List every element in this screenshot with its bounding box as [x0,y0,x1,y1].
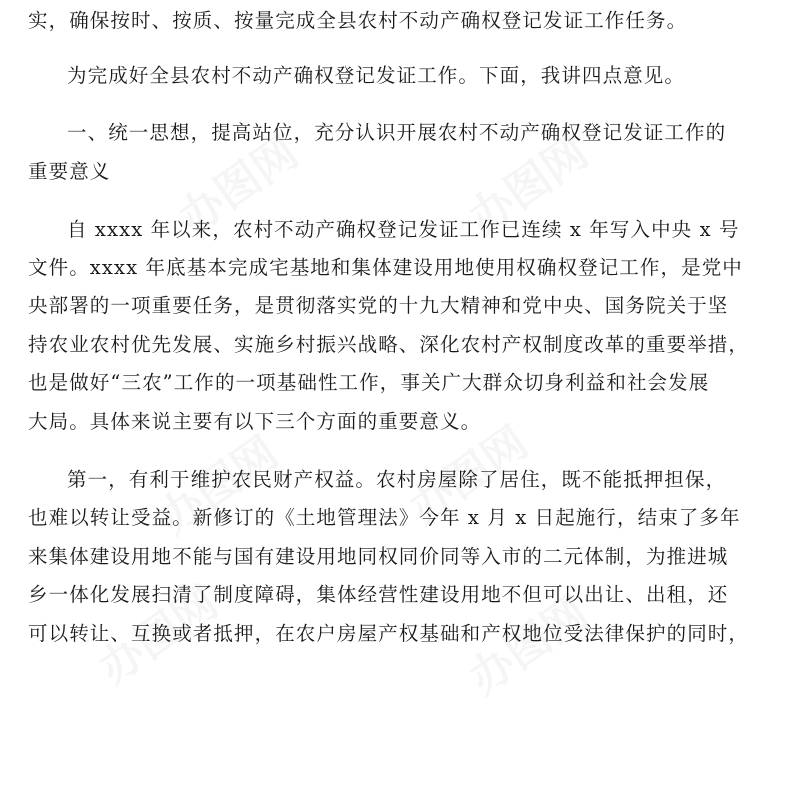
body-text-line: 持农业农村优先发展、实施乡村振兴战略、深化农村产权制度改革的重要举措， [28,333,750,356]
body-text-line: 为完成好全县农村不动产确权登记发证工作。下面，我讲四点意见。 [67,64,686,87]
body-text-line: 自 xxxx 年以来，农村不动产确权登记发证工作已连续 x 年写入中央 x 号 [67,218,740,241]
body-text-line: 第一，有利于维护农民财产权益。农村房屋除了居住，既不能抵押担保， [67,468,727,491]
body-text-line: 央部署的一项重要任务，是贯彻落实党的十九大精神和党中央、国务院关于坚 [28,294,729,317]
body-text-line: 实，确保按时、按质、按量完成全县农村不动产确权登记发证工作任务。 [28,9,688,32]
body-text-line: 也难以转让受益。新修订的《土地管理法》今年 x 月 x 日起施行，结束了多年 [28,506,741,529]
watermark: 办图网 [169,126,308,245]
body-text-line: 乡一体化发展扫清了制度障碍，集体经营性建设用地不但可以出让、出租，还 [28,583,729,606]
body-text-line: 也是做好“三农”工作的一项基础性工作，事关广大群众切身利益和社会发展 [28,371,710,394]
watermark: 办图网 [459,126,598,245]
body-text-line: 大局。具体来说主要有以下三个方面的重要意义。 [28,410,482,433]
body-text-line: 来集体建设用地不能与国有建设用地同权同价同等入市的二元体制，为推进城 [28,545,729,568]
watermark: 办图网 [459,586,598,705]
watermark: 办图网 [149,426,288,545]
watermark: 办图网 [89,576,228,695]
body-text-line: 文件。xxxx 年底基本完成宅基地和集体建设用地使用权确权登记工作，是党中 [28,256,743,279]
watermark: 办图网 [399,416,538,535]
section-heading: 一、统一思想，提高站位，充分认识开展农村不动产确权登记发证工作的 [67,121,727,144]
section-heading: 重要意义 [28,160,111,183]
body-text-line: 可以转让、互换或者抵押，在农户房屋产权基础和产权地位受法律保护的同时， [28,622,750,645]
